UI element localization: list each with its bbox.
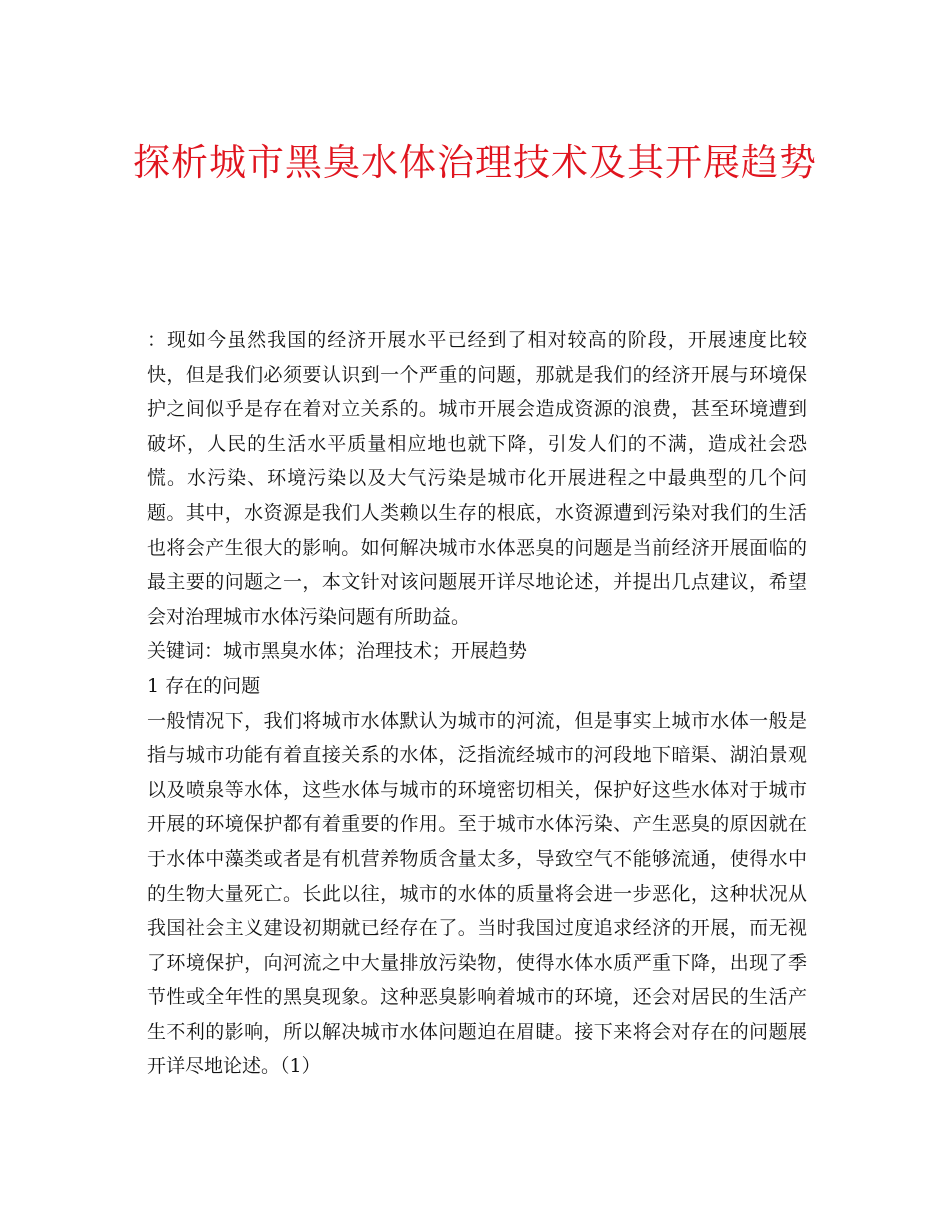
document-body xyxy=(147,323,807,1084)
document-title: 探析城市黑臭水体治理技术及其开展趋势 xyxy=(133,141,817,184)
body-paragraph: 一般情况下，我们将城市水体默认为城市的河流，但是事实上城市水体一般是指与城市功能有着直接关系的水体，泛指流经城市的河段地下暗渠、湖泊景观以及喷泉等水体，这些水体与城市的环境密切相关，保护好这些水体对于城市开展的环境保护都有着重要的作用。至于城市水体污染、产生恶臭的原因就在于水体中藻类或者是有机营养物质含量太多，导致空气不能够流通，使得水中的生物大量死亡。长此以往，城市的水体的质量将会进一步恶化，这种状况从我国社会主义建设初期就已经存在了。当时我国过度追求经济的开展，而无视了环境保护，向河流之中大量排放污染物，使得水体水质严重下降，出现了季节性或全年性的黑臭现象。这种恶臭影响着城市的环境，还会对居民的生活产生不利的影响，所以解决城市水体问题迫在眉睫。接下来将会对存在的问题展开详尽地论述。（1） xyxy=(147,709,807,1078)
abstract-paragraph: ：现如今虽然我国的经济开展水平已经到了相对较高的阶段，开展速度比较快，但是我们必须要认识到一个严重的问题，那就是我们的经济开展与环境保护之间似乎是存在着对立关系的。城市开展会造成资源的浪费，甚至环境遭到破坏，人民的生活水平质量相应地也就下降，引发人们的不满，造成社会恐慌。水污染、环境污染以及大气污染是城市化开展进程之中最典型的几个问题。其中，水资源是我们人类赖以生存的根底，水资源遭到污染对我们的生活也将会产生很大的影响。如何解决城市水体恶臭的问题是当前经济开展面临的最主要的问题之一，本文针对该问题展开详尽地论述，并提出几点建议，希望会对治理城市水体污染问题有所助益。 xyxy=(147,329,807,628)
keywords-line: 关键词：城市黑臭水体；治理技术；开展趋势 xyxy=(147,640,528,663)
section-heading: 1 存在的问题 xyxy=(147,674,261,697)
